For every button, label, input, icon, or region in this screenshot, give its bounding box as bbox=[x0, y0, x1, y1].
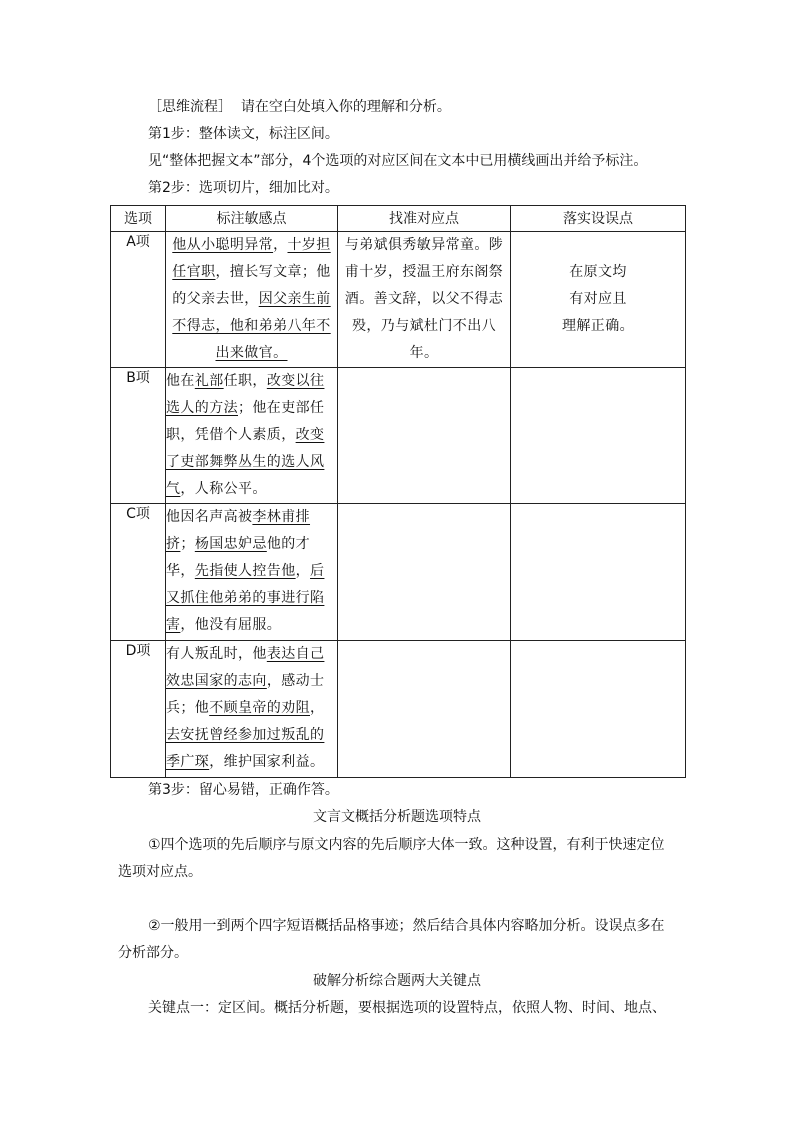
text-segment: ， bbox=[273, 237, 288, 253]
table-header-row bbox=[111, 206, 686, 232]
underlined-key-phrase: 礼部 bbox=[194, 373, 224, 389]
text-segment: 他在 bbox=[166, 373, 195, 389]
error-points-b bbox=[511, 368, 686, 504]
verification-line: 理解正确。 bbox=[562, 318, 634, 334]
sensitive-points-b bbox=[166, 368, 338, 504]
option-label-b: B项 bbox=[111, 368, 166, 504]
underlined-key-phrase: 表达自己效忠国家的志向 bbox=[166, 646, 325, 689]
option-label-a: A项 bbox=[111, 232, 166, 368]
error-points-a bbox=[511, 232, 686, 368]
text-segment: 有人叛乱时，他 bbox=[166, 646, 267, 662]
text-segment: ，感动士兵；他 bbox=[166, 673, 325, 716]
underlined-key-phrase: 因父亲生前不得志，他和弟弟八年不出来做官。 bbox=[172, 291, 331, 361]
header-error-points: 落实设误点 bbox=[511, 206, 686, 232]
underlined-key-phrase: 不顾皇帝的劝阻 bbox=[209, 700, 311, 716]
text-segment: ，他没有屈服。 bbox=[180, 617, 282, 633]
header-sensitive-points: 标注敏感点 bbox=[166, 206, 338, 232]
underlined-key-phrase: 李林甫排挤 bbox=[166, 509, 311, 552]
matching-points-b bbox=[338, 368, 511, 504]
section-heading-keypoints: 破解分析综合题两大关键点 bbox=[313, 973, 481, 989]
text-segment: ， bbox=[295, 563, 311, 579]
section-heading-features: 文言文概括分析题选项特点 bbox=[313, 809, 481, 825]
underlined-key-phrase: 后又抓住他弟弟的事进行陷害 bbox=[166, 563, 325, 633]
text-segment: ，擅长写文章；他的父亲去世， bbox=[172, 264, 331, 307]
underlined-key-phrase: 去安抚曾经参加过叛乱的季广琛 bbox=[166, 727, 325, 770]
text-segment: 他因名声高被 bbox=[166, 509, 253, 525]
step2-title: 第2步：选项切片，细加比对。 bbox=[148, 180, 339, 196]
header-matching-points: 找准对应点 bbox=[338, 206, 511, 232]
text-segment: ，人称公平。 bbox=[180, 481, 267, 497]
header-option: 选项 bbox=[111, 206, 166, 232]
error-points-c bbox=[511, 504, 686, 641]
underlined-key-phrase: 先指使人控告他 bbox=[194, 563, 296, 579]
error-points-d bbox=[511, 641, 686, 778]
point2-line1: ②一般用一到两个四字短语概括品格事迹；然后结合具体内容略加分析。设误点多在 bbox=[148, 918, 665, 934]
text-segment: ， bbox=[310, 700, 325, 716]
thinking-flow-instruction: 请在空白处填入你的理解和分析。 bbox=[240, 99, 451, 115]
point1-line2: 选项对应点。 bbox=[118, 864, 202, 880]
sensitive-points-d bbox=[166, 641, 338, 778]
underlined-key-phrase: 他从小聪明异常 bbox=[172, 237, 274, 253]
option-label-d: D项 bbox=[111, 641, 166, 778]
point1-line1: ①四个选项的先后顺序与原文内容的先后顺序大体一致。这种设置，有利于快速定位 bbox=[148, 837, 665, 853]
sensitive-points-c bbox=[166, 504, 338, 641]
keypoint1-text: 关键点一：定区间。概括分析题，要根据选项的设置特点，依照人物、时间、地点、 bbox=[148, 1000, 666, 1016]
text-segment: ，维护国家利益。 bbox=[209, 754, 325, 770]
table-row bbox=[111, 232, 686, 368]
verification-line: 有对应且 bbox=[569, 291, 627, 307]
thinking-flow-label: ［思维流程］ bbox=[148, 99, 232, 115]
step1-title: 第1步：整体读文，标注区间。 bbox=[148, 126, 339, 142]
underlined-key-phrase: 十岁担任官职 bbox=[172, 237, 331, 280]
text-segment: 任职， bbox=[223, 373, 267, 389]
text-segment: ； bbox=[180, 536, 195, 552]
text-segment: ；他在吏部任职，凭借个人素质， bbox=[166, 400, 325, 443]
point2-line2: 分析部分。 bbox=[118, 945, 188, 961]
underlined-key-phrase: 杨国忠妒忌 bbox=[194, 536, 267, 552]
thinking-flow-line bbox=[148, 97, 451, 117]
underlined-key-phrase: 改变以往选人的方法 bbox=[166, 373, 325, 416]
text-segment: 他的才华， bbox=[166, 536, 311, 579]
option-analysis-table bbox=[110, 205, 686, 778]
table-row bbox=[111, 368, 686, 504]
matching-points-a: 与弟斌俱秀敏异常童。陟甫十岁，授温王府东阁祭酒。善文辞，以父不得志殁，乃与斌杜门不出八年。 bbox=[338, 232, 511, 368]
underlined-key-phrase: 改变了吏部舞弊丛生的选人风气 bbox=[166, 427, 325, 497]
step1-detail: 见“整体把握文本”部分，4个选项的对应区间在文本中已用横线画出并给予标注。 bbox=[148, 153, 648, 169]
step3-title: 第3步：留心易错，正确作答。 bbox=[148, 782, 339, 798]
matching-points-d bbox=[338, 641, 511, 778]
matching-points-c bbox=[338, 504, 511, 641]
option-label-c: C项 bbox=[111, 504, 166, 641]
table-row bbox=[111, 504, 686, 641]
sensitive-points-a bbox=[166, 232, 338, 368]
verification-line: 在原文均 bbox=[569, 264, 627, 280]
table-row bbox=[111, 641, 686, 778]
